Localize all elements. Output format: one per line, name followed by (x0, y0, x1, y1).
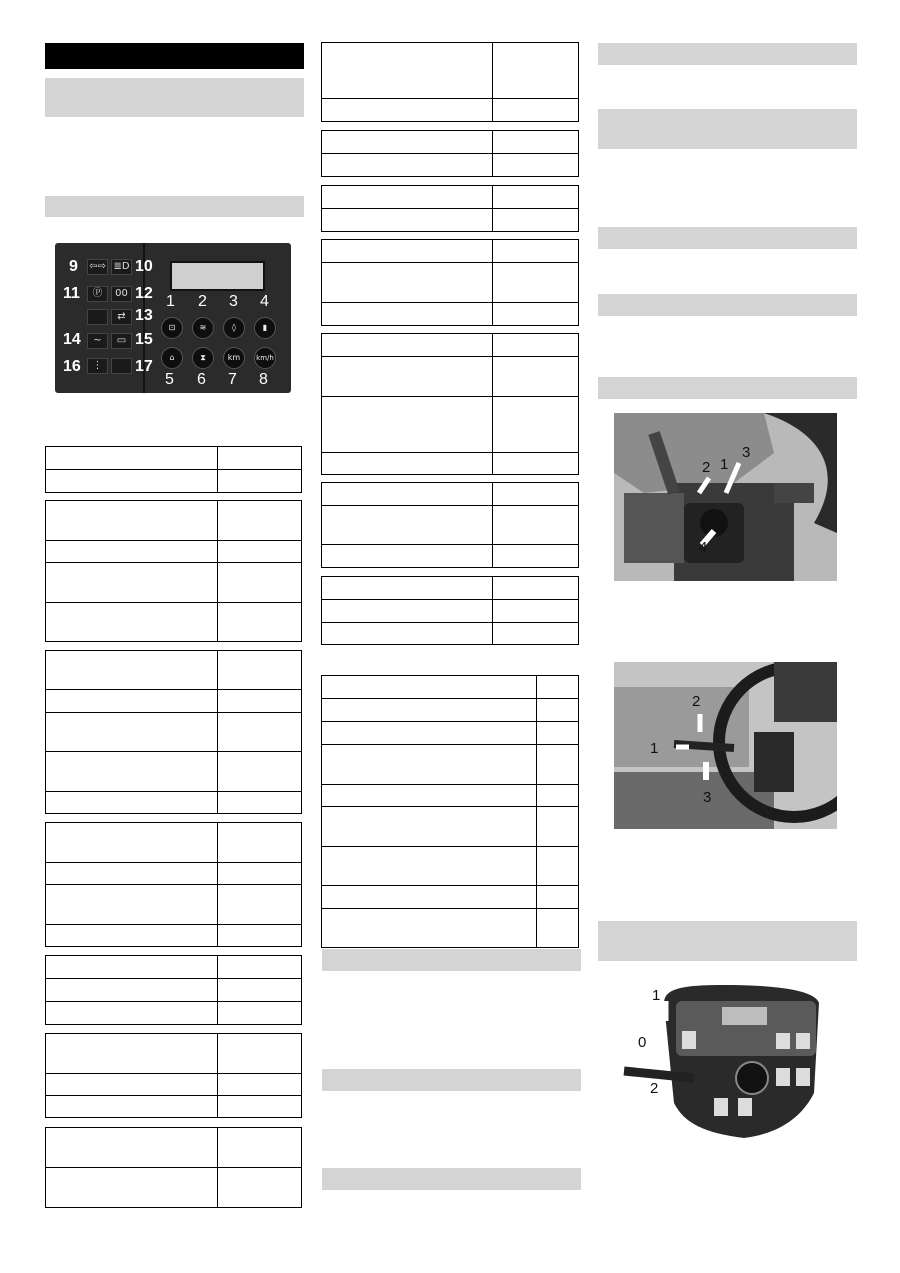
subsection-heading (45, 78, 304, 117)
callout-0: 0 (638, 1034, 647, 1051)
oil-pressure-lamp-icon: ~ (87, 333, 108, 349)
table-6 (45, 1033, 302, 1118)
table-15 (321, 675, 579, 948)
table-4 (45, 822, 302, 947)
table-row (46, 501, 302, 541)
table-row (46, 792, 302, 814)
callout-2: 2 (198, 293, 207, 310)
glow-plug-lamp-icon: 00 (111, 286, 132, 302)
table-row (46, 885, 302, 925)
subsection-heading (322, 1069, 581, 1091)
table-11 (321, 239, 579, 326)
subsection-heading (598, 377, 857, 399)
callout-13: 13 (135, 307, 153, 324)
callout-15: 15 (135, 331, 153, 348)
table-5 (45, 955, 302, 1025)
table-row (46, 447, 302, 470)
table-row (322, 722, 579, 745)
high-beam-lamp-icon: ≣D (111, 259, 132, 275)
table-row (322, 623, 579, 645)
table-row (46, 713, 302, 752)
parking-brake-lamp-icon: Ⓟ (87, 286, 108, 302)
engine-button-icon[interactable]: ⌂ (161, 347, 183, 369)
filter-button-icon[interactable]: ⊡ (161, 317, 183, 339)
callout-4: 4 (699, 539, 708, 556)
table-10 (321, 185, 579, 232)
callout-1: 1 (650, 740, 659, 757)
callout-7: 7 (228, 371, 237, 388)
table-row (322, 909, 579, 948)
table-row (46, 1034, 302, 1074)
table-3 (45, 650, 302, 814)
callout-2: 2 (702, 459, 711, 476)
table-row (322, 807, 579, 847)
table-1 (45, 446, 302, 493)
subsection-heading (598, 109, 857, 149)
filter-lamp-icon: ⋮ (87, 358, 108, 374)
subsection-heading (598, 43, 857, 65)
table-row (322, 154, 579, 177)
table-row (46, 1096, 302, 1118)
callout-2: 2 (692, 693, 701, 710)
speed-label: km/h (256, 354, 274, 362)
lcd-display (170, 261, 265, 291)
table-row (322, 577, 579, 600)
table-row (322, 357, 579, 397)
table-row (322, 263, 579, 303)
table-row (322, 131, 579, 154)
joystick-photo (614, 413, 837, 581)
table-row (322, 745, 579, 785)
table-row (322, 506, 579, 545)
table-row (322, 886, 579, 909)
callout-1: 1 (166, 293, 175, 310)
callout-10: 10 (135, 258, 153, 275)
table-14 (321, 576, 579, 645)
table-row (322, 483, 579, 506)
callout-14: 14 (63, 331, 81, 348)
table-row (46, 1002, 302, 1025)
oil-temp-button-icon[interactable]: ◊ (223, 317, 245, 339)
table-row (46, 1074, 302, 1096)
table-row (46, 752, 302, 792)
callout-4: 4 (260, 293, 269, 310)
table-row (322, 303, 579, 326)
callout-6: 6 (197, 371, 206, 388)
instrument-panel-figure (55, 243, 291, 393)
table-row (322, 453, 579, 475)
table-row (322, 43, 579, 99)
table-row (46, 1128, 302, 1168)
empty-lamp (111, 358, 132, 374)
callout-11: 11 (63, 285, 80, 302)
table-9 (321, 130, 579, 177)
table-row (46, 979, 302, 1002)
hourglass-button-icon[interactable]: ⧗ (192, 347, 214, 369)
table-row (322, 699, 579, 722)
callout-16: 16 (63, 358, 81, 375)
callout-3: 3 (742, 444, 751, 461)
subsection-heading (45, 196, 304, 217)
table-row (322, 334, 579, 357)
table-row (46, 470, 302, 493)
table-row (46, 603, 302, 642)
steering-lever-photo (614, 662, 837, 829)
table-row (322, 847, 579, 886)
table-row (322, 186, 579, 209)
km-button[interactable] (223, 347, 245, 369)
dashboard-photo (614, 983, 836, 1143)
hopper-lamp-icon: ⇄ (111, 309, 132, 325)
table-row (46, 541, 302, 563)
table-row (46, 690, 302, 713)
callout-9: 9 (69, 258, 78, 275)
callout-5: 5 (165, 371, 174, 388)
table-row (46, 563, 302, 603)
table-row (322, 600, 579, 623)
callout-3: 3 (229, 293, 238, 310)
subsection-heading (598, 227, 857, 249)
table-row (46, 651, 302, 690)
fuel-button-icon[interactable]: ▮ (254, 317, 276, 339)
dashboard-photo-graphic (614, 983, 836, 1143)
table-row (46, 956, 302, 979)
table-7 (45, 1127, 302, 1208)
callout-2: 2 (650, 1080, 659, 1097)
speed-button[interactable] (254, 347, 276, 369)
turn-signal-lamp-icon: ⇦⇨ (87, 259, 108, 275)
subsection-heading (322, 949, 581, 971)
callout-17: 17 (135, 358, 153, 375)
battery-lamp-icon: ▭ (111, 333, 132, 349)
table-row (322, 99, 579, 122)
joystick-photo-graphic (614, 413, 837, 581)
table-row (322, 209, 579, 232)
table-row (46, 823, 302, 863)
table-row (322, 240, 579, 263)
section-title-bar (45, 43, 304, 69)
callout-8: 8 (259, 371, 268, 388)
table-row (46, 863, 302, 885)
callout-1: 1 (720, 456, 729, 473)
table-row (322, 676, 579, 699)
empty-lamp (87, 309, 108, 325)
subsection-heading (598, 294, 857, 316)
table-row (322, 785, 579, 807)
table-row (322, 545, 579, 568)
table-8 (321, 42, 579, 122)
subsection-heading (322, 1168, 581, 1190)
table-2 (45, 500, 302, 642)
table-12 (321, 333, 579, 475)
km-label: km (227, 353, 241, 362)
subsection-heading (598, 921, 857, 961)
table-13 (321, 482, 579, 568)
callout-1: 1 (652, 987, 661, 1004)
water-temp-button-icon[interactable]: ≋ (192, 317, 214, 339)
table-row (46, 925, 302, 947)
callout-12: 12 (135, 285, 153, 302)
callout-3: 3 (703, 789, 712, 806)
table-row (46, 1168, 302, 1208)
steering-lever-photo-graphic (614, 662, 837, 829)
table-row (322, 397, 579, 453)
